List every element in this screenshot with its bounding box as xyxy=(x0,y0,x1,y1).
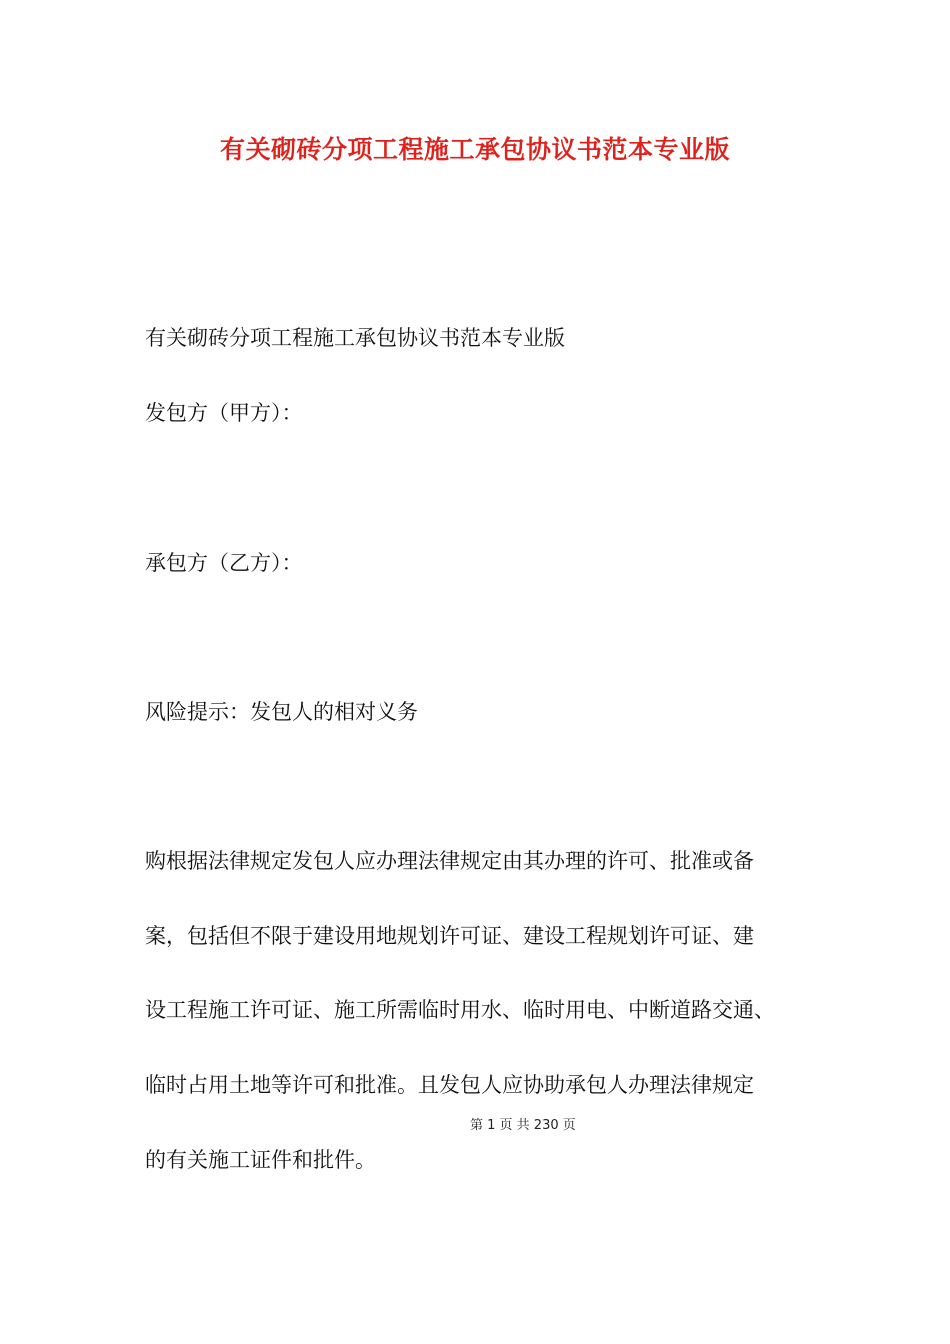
body-line: 设工程施工许可证、施工所需临时用水、临时用电、中断道路交通、 xyxy=(145,998,775,1022)
page-footer: 第 1 页 共 230 页 xyxy=(470,1118,576,1133)
heading-repeat: 有关砌砖分项工程施工承包协议书范本专业版 xyxy=(145,326,565,350)
body-line: 临时占用土地等许可和批准。且发包人应协助承包人办理法律规定 xyxy=(145,1073,754,1097)
risk-tip: 风险提示：发包人的相对义务 xyxy=(145,700,418,724)
body-line: 案，包括但不限于建设用地规划许可证、建设工程规划许可证、建 xyxy=(145,924,754,948)
party-a-label: 发包方（甲方）： xyxy=(145,401,303,425)
body-line: 购根据法律规定发包人应办理法律规定由其办理的许可、批准或备 xyxy=(145,849,754,873)
party-b-label: 承包方（乙方）： xyxy=(145,551,303,575)
body-line: 的有关施工证件和批件。 xyxy=(145,1148,376,1172)
document-title: 有关砌砖分项工程施工承包协议书范本专业版 xyxy=(219,135,730,164)
